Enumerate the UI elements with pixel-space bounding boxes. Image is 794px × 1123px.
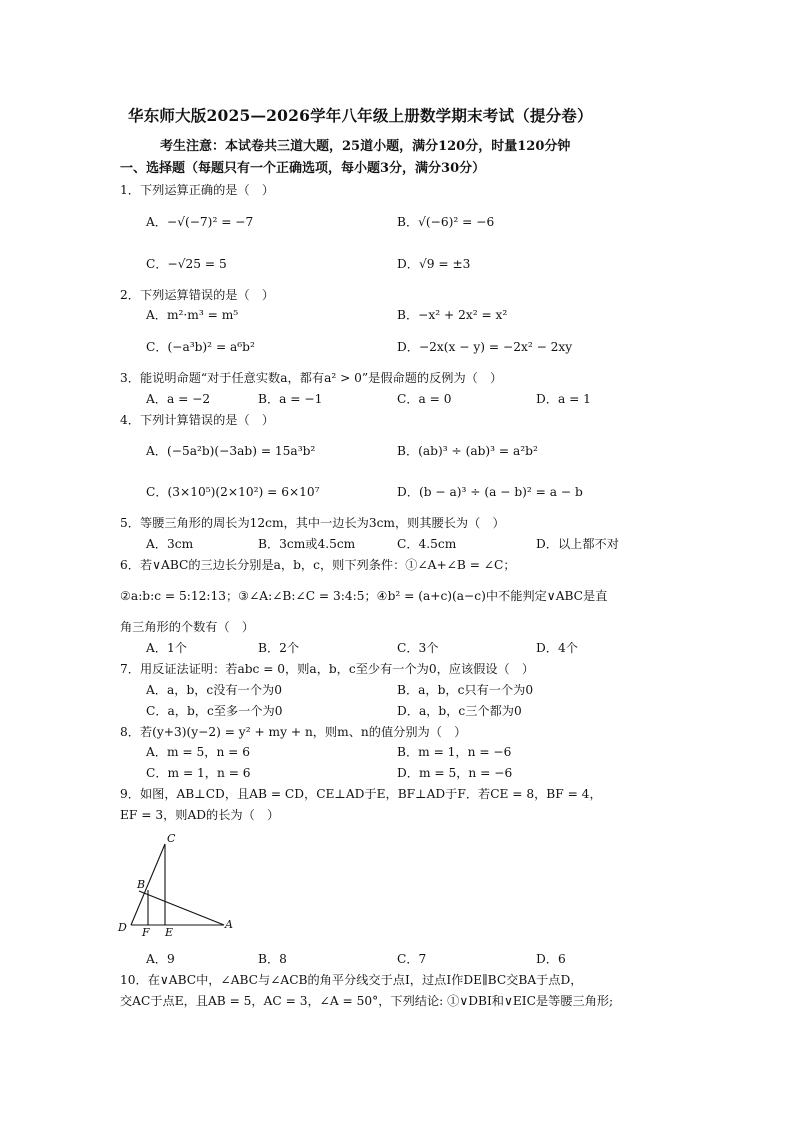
q6-option-c: C．3个 xyxy=(397,641,439,655)
q3-option-a: A．a = −2 xyxy=(146,392,211,406)
q2-option-a: A．m²·m³ = m⁵ xyxy=(146,308,239,322)
q1-option-d: D．√9 = ±3 xyxy=(397,257,471,271)
q4-option-d: D．(b − a)³ ÷ (a − b)² = a − b xyxy=(397,485,583,499)
q7-option-b: B．a，b，c只有一个为0 xyxy=(397,683,534,697)
label-c: C xyxy=(167,832,176,845)
q8-option-b: B．m = 1，n = −6 xyxy=(397,745,512,759)
q3-option-d: D．a = 1 xyxy=(536,392,591,406)
q9-option-a: A．9 xyxy=(146,952,175,966)
q6-stem-line3: 角三角形的个数有（ ） xyxy=(120,620,255,634)
q6-stem-line1: 6．若∨ABC的三边长分别是a，b，c，则下列条件：①∠A+∠B = ∠C； xyxy=(120,558,516,572)
q8-option-c: C．m = 1，n = 6 xyxy=(146,766,251,780)
q3-option-c: C．a = 0 xyxy=(397,392,452,406)
q9-option-d: D．6 xyxy=(536,952,566,966)
label-e: E xyxy=(165,926,174,938)
q10-stem-line1: 10．在∨ABC中，∠ABC与∠ACB的角平分线交于点I，过点I作DE∥BC交BA于点D， xyxy=(120,973,583,987)
label-f: F xyxy=(142,926,150,938)
q9-stem-line1: 9．如图，AB⊥CD，且AB = CD，CE⊥AD于E，BF⊥AD于F．若CE = 8，BF = 4， xyxy=(120,787,602,801)
q5-option-a: A．3cm xyxy=(146,537,194,551)
label-b: B xyxy=(137,878,146,891)
q7-option-a: A．a，b，c没有一个为0 xyxy=(146,683,282,697)
q7-option-d: D．a，b，c三个都为0 xyxy=(397,704,522,718)
q6-option-b: B．2个 xyxy=(258,641,300,655)
q1-option-b: B．√(−6)² = −6 xyxy=(397,215,495,229)
page-title: 华东师大版2025—2026学年八年级上册数学期末考试（提分卷） xyxy=(128,106,593,125)
q9-option-c: C．7 xyxy=(397,952,427,966)
q5-option-d: D．以上都不对 xyxy=(536,537,619,551)
exam-notice: 考生注意：本试卷共三道大题，25道小题，满分120分，时量120分钟 xyxy=(160,139,571,154)
q1-option-c: C．−√25 = 5 xyxy=(146,257,227,271)
q6-option-d: D．4个 xyxy=(536,641,578,655)
q3-option-b: B．a = −1 xyxy=(258,392,323,406)
q8-stem: 8．若(y+3)(y−2) = y² + my + n，则m、n的值分别为（ ） xyxy=(120,725,467,739)
q10-stem-line2: 交AC于点E，且AB = 5，AC = 3，∠A = 50°，下列结论: ①∨DBI和∨EIC是等腰三角形; xyxy=(120,994,614,1008)
q8-option-d: D．m = 5，n = −6 xyxy=(397,766,513,780)
label-d: D xyxy=(118,921,127,934)
q2-option-d: D．−2x(x − y) = −2x² − 2xy xyxy=(397,340,573,354)
section-heading: 一、选择题（每题只有一个正确选项，每小题3分，满分30分） xyxy=(120,161,486,176)
q7-option-c: C．a，b，c至多一个为0 xyxy=(146,704,283,718)
q1-option-a: A．−√(−7)² = −7 xyxy=(146,215,254,229)
q2-option-c: C．(−a³b)² = a⁶b² xyxy=(146,340,255,354)
q6-option-a: A．1个 xyxy=(146,641,187,655)
q4-stem: 4．下列计算错误的是（ ） xyxy=(120,413,275,427)
q4-option-c: C．(3×10⁵)(2×10²) = 6×10⁷ xyxy=(146,485,320,499)
q2-option-b: B．−x² + 2x² = x² xyxy=(397,308,508,322)
q8-option-a: A．m = 5，n = 6 xyxy=(146,745,251,759)
q9-geometry-figure xyxy=(114,830,244,938)
q5-stem: 5．等腰三角形的周长为12cm，其中一边长为3cm，则其腰长为（ ） xyxy=(120,516,505,530)
q6-stem-line2: ②a:b:c = 5:12:13；③∠A:∠B:∠C = 3:4:5；④b² = (a+c)(a−c)中不能判定∨ABC是直 xyxy=(120,589,608,603)
q4-option-b: B．(ab)³ ÷ (ab)³ = a²b² xyxy=(397,444,538,458)
q7-stem: 7．用反证法证明：若abc = 0，则a，b，c至少有一个为0，应该假设（ ） xyxy=(120,662,535,676)
q1-stem: 1．下列运算正确的是（ ） xyxy=(120,183,275,197)
q5-option-b: B．3cm或4.5cm xyxy=(258,537,356,551)
q9-stem-line2: EF = 3，则AD的长为（ ） xyxy=(120,808,280,822)
label-a: A xyxy=(225,918,233,931)
q9-option-b: B．8 xyxy=(258,952,287,966)
q5-option-c: C．4.5cm xyxy=(397,537,457,551)
q3-stem: 3．能说明命题“对于任意实数a，都有a² > 0”是假命题的反例为（ ） xyxy=(120,371,503,385)
segment-ba xyxy=(139,891,224,925)
q2-stem: 2．下列运算错误的是（ ） xyxy=(120,288,275,302)
q4-option-a: A．(−5a²b)(−3ab) = 15a³b² xyxy=(146,444,316,458)
